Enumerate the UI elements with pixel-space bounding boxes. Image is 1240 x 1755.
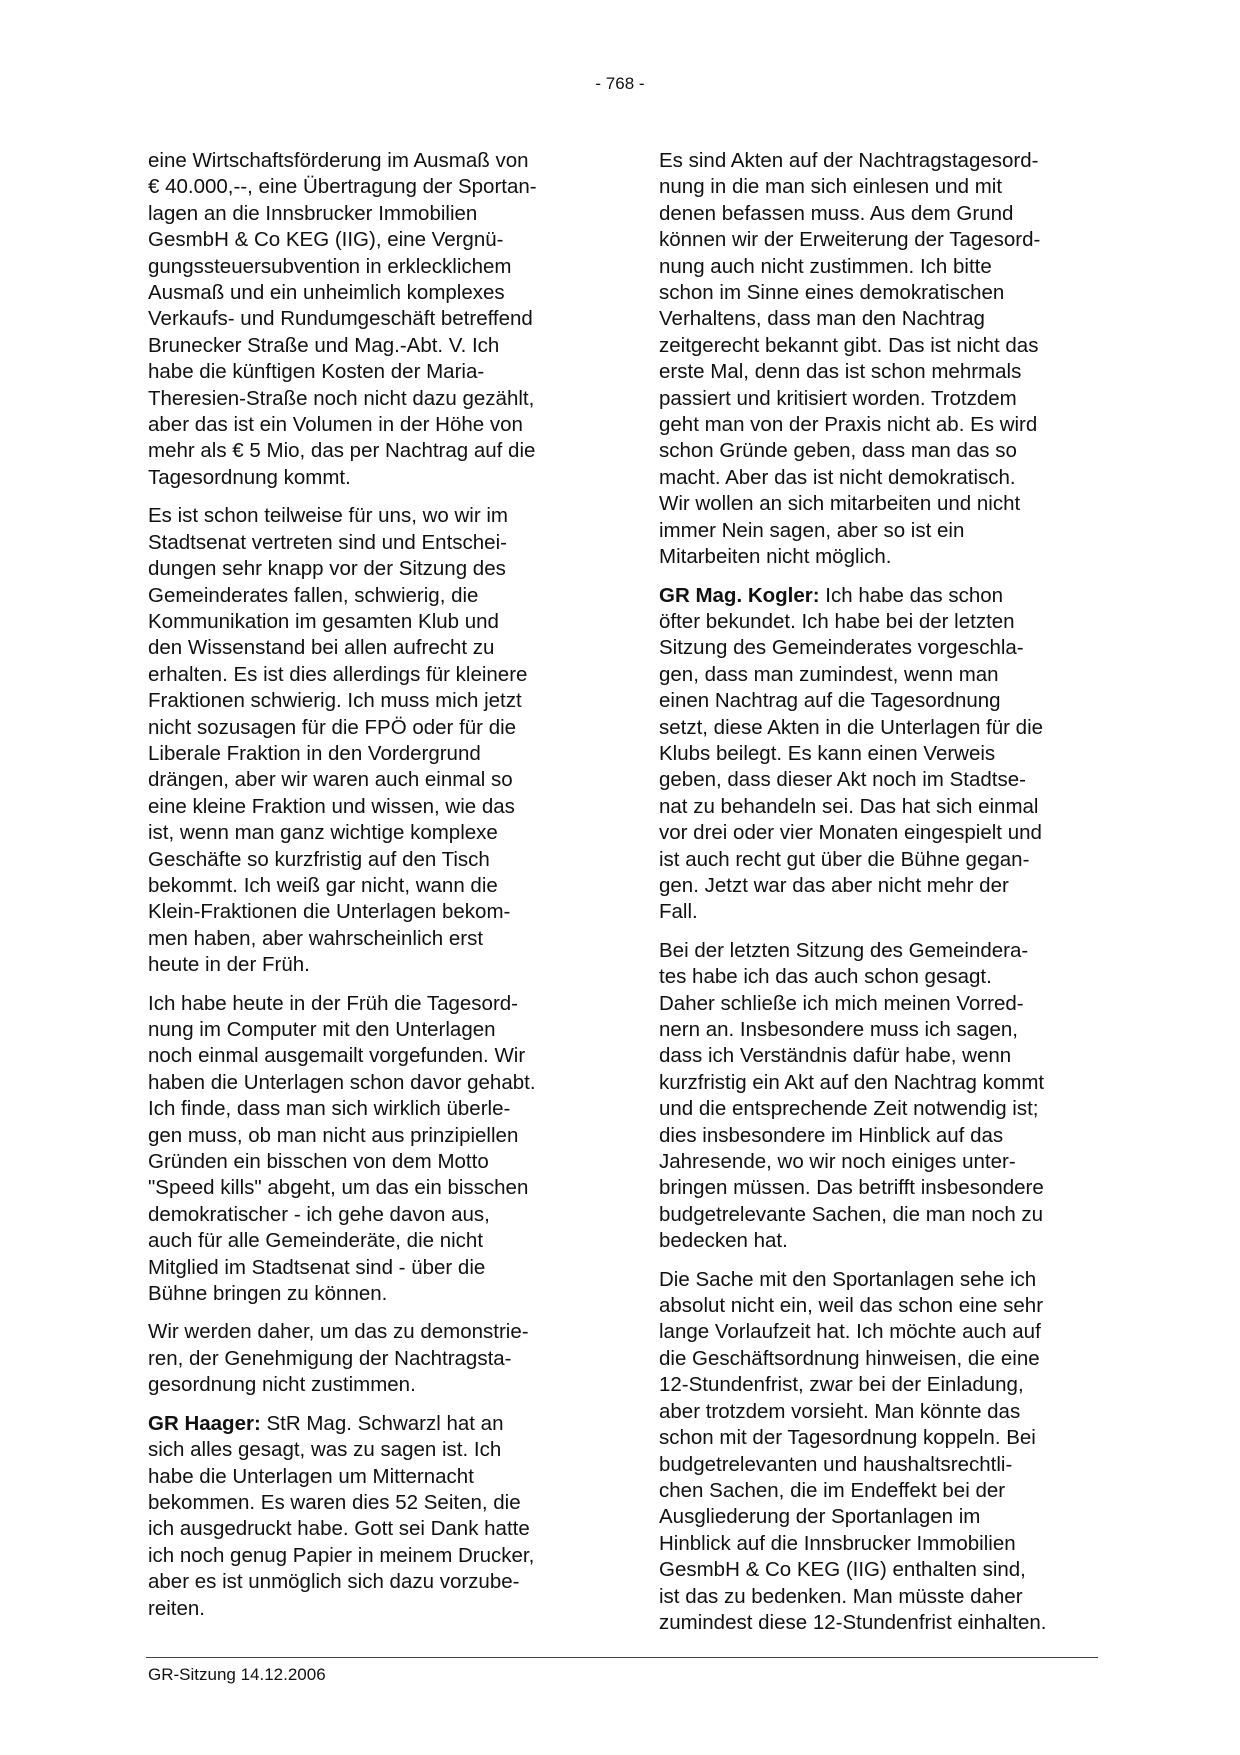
text-line: Ich finde, dass man sich wirklich überle-	[148, 1097, 511, 1121]
footer-divider	[146, 1657, 1098, 1658]
text-line: heute in der Früh.	[148, 953, 310, 977]
text-line: sich alles gesagt, was zu sagen ist. Ich	[148, 1438, 502, 1462]
paragraph	[659, 938, 1099, 1255]
text-line	[659, 583, 1099, 609]
text-line: Mitarbeiten nicht möglich.	[659, 545, 892, 569]
text-line: Wir wollen an sich mitarbeiten und nicht	[659, 492, 1021, 516]
text-line: bedecken hat.	[659, 1229, 788, 1253]
text-line: nern an. Insbesondere muss ich sagen,	[659, 1018, 1018, 1041]
text-line: ist auch recht gut über die Bühne gegan-	[659, 847, 1030, 871]
text-line: Verhaltens, dass man den Nachtrag	[659, 307, 985, 331]
text-line: die Geschäftsordnung hinweisen, die eine	[659, 1346, 1040, 1370]
text-line: gen muss, ob man nicht aus prinzipiellen	[148, 1123, 519, 1147]
text-line: auch für alle Gemeinderäte, die nicht	[148, 1229, 484, 1253]
text-line: vor drei oder vier Monaten eingespielt und	[659, 821, 1042, 845]
text-line: passiert und kritisiert worden. Trotzdem	[659, 386, 1017, 410]
text-line: Gründen ein bisschen von dem Motto	[148, 1150, 489, 1174]
text-line: demokratischer - ich gehe davon aus,	[148, 1202, 490, 1226]
text-line: erhalten. Es ist dies allerdings für kleinere	[148, 662, 528, 686]
page-number: - 768 -	[595, 74, 645, 93]
text-line: Es sind Akten auf der Nachtragstagesord-	[659, 149, 1039, 172]
text-line: können wir der Erweiterung der Tagesord-	[659, 228, 1041, 252]
text-line: Jahresende, wo wir noch einiges unter-	[659, 1150, 1016, 1174]
text-line: dungen sehr knapp vor der Sitzung des	[148, 557, 506, 581]
text-line: budgetrelevante Sachen, die man noch zu	[659, 1202, 1044, 1226]
text-line: gesordnung nicht zustimmen.	[148, 1373, 416, 1397]
text-line: macht. Aber das ist nicht demokratisch.	[659, 465, 1016, 489]
text-line: Fraktionen schwierig. Ich muss mich jetzt	[148, 689, 522, 713]
speaker-name: GR Mag. Kogler:	[659, 583, 820, 607]
text-line: aber trotzdem vorsieht. Man könnte das	[659, 1399, 1021, 1423]
text-line: ich noch genug Papier in meinem Drucker,	[148, 1543, 535, 1567]
paragraph	[148, 991, 588, 1308]
text-line: Wir werden daher, um das zu demonstrie-	[148, 1320, 529, 1344]
text-line: Gemeinderates fallen, schwierig, die	[148, 583, 479, 607]
text-line: nat zu behandeln sei. Das hat sich einmal	[659, 794, 1039, 818]
text-line: Liberale Fraktion in den Vordergrund	[148, 741, 481, 765]
text-line: lange Vorlaufzeit hat. Ich möchte auch auf	[659, 1320, 1041, 1344]
text-line: haben die Unterlagen schon davor gehabt.	[148, 1070, 536, 1094]
text-line: Verkaufs- und Rundumgeschäft betreffend	[148, 307, 533, 331]
text-line: ich ausgedruckt habe. Gott sei Dank hatte	[148, 1517, 530, 1541]
text-run: Ich habe das schon	[819, 583, 1004, 607]
text-line: nicht sozusagen für die FPÖ oder für die	[148, 715, 517, 739]
paragraph	[148, 1411, 588, 1622]
text-line: kurzfristig ein Akt auf den Nachtrag kommt	[659, 1070, 1045, 1094]
paragraph	[148, 503, 588, 978]
text-line: Fall.	[659, 900, 698, 924]
paragraph	[659, 148, 1099, 571]
text-line: Klein-Fraktionen die Unterlagen bekom-	[148, 900, 511, 924]
footer-text: GR-Sitzung 14.12.2006	[148, 1665, 326, 1684]
text-line: Die Sache mit den Sportanlagen sehe ich	[659, 1267, 1037, 1291]
text-line: absolut nicht ein, weil das schon eine sehr	[659, 1294, 1044, 1318]
text-line: den Wissenstand bei allen aufrecht zu	[148, 636, 495, 660]
text-line: habe die Unterlagen um Mitternacht	[148, 1464, 474, 1488]
paragraph	[659, 1267, 1099, 1637]
text-line: ist, wenn man ganz wichtige komplexe	[148, 821, 498, 845]
text-run: StR Mag. Schwarzl hat an	[260, 1411, 504, 1435]
text-line: "Speed kills" abgeht, um das ein bisschen	[148, 1176, 529, 1200]
text-line: öfter bekundet. Ich habe bei der letzten	[659, 609, 1015, 633]
text-line: dass ich Verständnis dafür habe, wenn	[659, 1044, 1012, 1068]
text-line: Bei der letzten Sitzung des Gemeindera-	[659, 938, 1029, 962]
text-line: noch einmal ausgemailt vorgefunden. Wir	[148, 1044, 526, 1068]
text-line: nung auch nicht zustimmen. Ich bitte	[659, 254, 992, 278]
text-line: gungssteuersubvention in erklecklichem	[148, 254, 512, 278]
text-line: 12-Stundenfrist, zwar bei der Einladung,	[659, 1373, 1024, 1397]
text-line: schon Gründe geben, dass man das so	[659, 439, 1017, 463]
text-line: Klubs beilegt. Es kann einen Verweis	[659, 741, 996, 765]
text-line: Stadtsenat vertreten sind und Entschei-	[148, 530, 507, 554]
text-line: Ausgliederung der Sportanlagen im	[659, 1505, 981, 1529]
text-line: schon im Sinne eines demokratischen	[659, 281, 1005, 305]
text-line: einen Nachtrag auf die Tagesordnung	[659, 689, 1001, 713]
text-line: Geschäfte so kurzfristig auf den Tisch	[148, 847, 490, 871]
text-line: bringen müssen. Das betrifft insbesondere	[659, 1176, 1044, 1200]
text-line: zeitgerecht bekannt gibt. Das ist nicht das	[659, 333, 1039, 357]
text-line: mehr als € 5 Mio, das per Nachtrag auf die	[148, 439, 536, 463]
paragraph	[148, 148, 588, 491]
text-line: bekommt. Ich weiß gar nicht, wann die	[148, 873, 498, 897]
text-line: chen Sachen, die im Endeffekt bei der	[659, 1478, 1006, 1502]
text-line: ist das zu bedenken. Man müsste daher	[659, 1584, 1023, 1608]
text-line: Tagesordnung kommt.	[148, 465, 351, 489]
text-line: aber es ist unmöglich sich dazu vorzube-	[148, 1570, 520, 1594]
text-line: Hinblick auf die Innsbrucker Immobilien	[659, 1531, 1016, 1555]
text-line: tes habe ich das auch schon gesagt.	[659, 965, 992, 989]
text-line: aber das ist ein Volumen in der Höhe von	[148, 413, 523, 437]
text-line: gen. Jetzt war das aber nicht mehr der	[659, 873, 1009, 897]
text-line: geht man von der Praxis nicht ab. Es wird	[659, 413, 1038, 437]
text-line: eine Wirtschaftsförderung im Ausmaß von	[148, 149, 529, 172]
text-line: men haben, aber wahrscheinlich erst	[148, 926, 484, 950]
text-line: nung in die man sich einlesen und mit	[659, 175, 1003, 199]
paragraph	[659, 583, 1099, 926]
text-line: gen, dass man zumindest, wenn man	[659, 662, 999, 686]
text-line: eine kleine Fraktion und wissen, wie das	[148, 794, 515, 818]
text-line: habe die künftigen Kosten der Maria-	[148, 360, 485, 384]
text-line: lagen an die Innsbrucker Immobilien	[148, 201, 478, 225]
text-line: dies insbesondere im Hinblick auf das	[659, 1123, 1004, 1147]
text-line: Bühne bringen zu können.	[148, 1282, 388, 1306]
text-line: schon mit der Tagesordnung koppeln. Bei	[659, 1426, 1036, 1450]
text-line: geben, dass dieser Akt noch im Stadtse-	[659, 768, 1026, 792]
text-line: GesmbH & Co KEG (IIG) enthalten sind,	[659, 1558, 1026, 1582]
text-line: zumindest diese 12-Stundenfrist einhalten.	[659, 1610, 1047, 1634]
left-column	[148, 148, 588, 1634]
text-line: denen befassen muss. Aus dem Grund	[659, 201, 1014, 225]
text-line: € 40.000,--, eine Übertragung der Sportan-	[148, 175, 537, 199]
text-line: drängen, aber wir waren auch einmal so	[148, 768, 513, 792]
text-line: Es ist schon teilweise für uns, wo wir im	[148, 504, 509, 528]
text-line: Kommunikation im gesamten Klub und	[148, 609, 499, 633]
text-line: Brunecker Straße und Mag.-Abt. V. Ich	[148, 333, 500, 357]
text-line: bekommen. Es waren dies 52 Seiten, die	[148, 1490, 521, 1514]
text-line: reiten.	[148, 1596, 205, 1620]
text-line: nung im Computer mit den Unterlagen	[148, 1018, 496, 1041]
text-line: setzt, diese Akten in die Unterlagen für die	[659, 715, 1044, 739]
text-line: Mitglied im Stadtsenat sind - über die	[148, 1255, 486, 1279]
text-line: Sitzung des Gemeinderates vorgeschla-	[659, 636, 1024, 660]
text-line: erste Mal, denn das ist schon mehrmals	[659, 360, 1022, 384]
speaker-name: GR Haager:	[148, 1411, 261, 1435]
paragraph	[148, 1319, 588, 1398]
text-line: budgetrelevanten und haushaltsrechtli-	[659, 1452, 1013, 1476]
text-line: GesmbH & Co KEG (IIG), eine Vergnü-	[148, 228, 504, 252]
text-line: Ich habe heute in der Früh die Tagesord-	[148, 991, 519, 1015]
text-line: immer Nein sagen, aber so ist ein	[659, 518, 965, 542]
text-line: ren, der Genehmigung der Nachtragsta-	[148, 1346, 512, 1370]
text-line	[148, 1411, 588, 1437]
text-line: Daher schließe ich mich meinen Vorred-	[659, 991, 1024, 1015]
text-line: und die entsprechende Zeit notwendig ist;	[659, 1097, 1039, 1121]
text-line: Ausmaß und ein unheimlich komplexes	[148, 281, 505, 305]
right-column	[659, 148, 1099, 1648]
text-line: Theresien-Straße noch nicht dazu gezählt,	[148, 386, 535, 410]
